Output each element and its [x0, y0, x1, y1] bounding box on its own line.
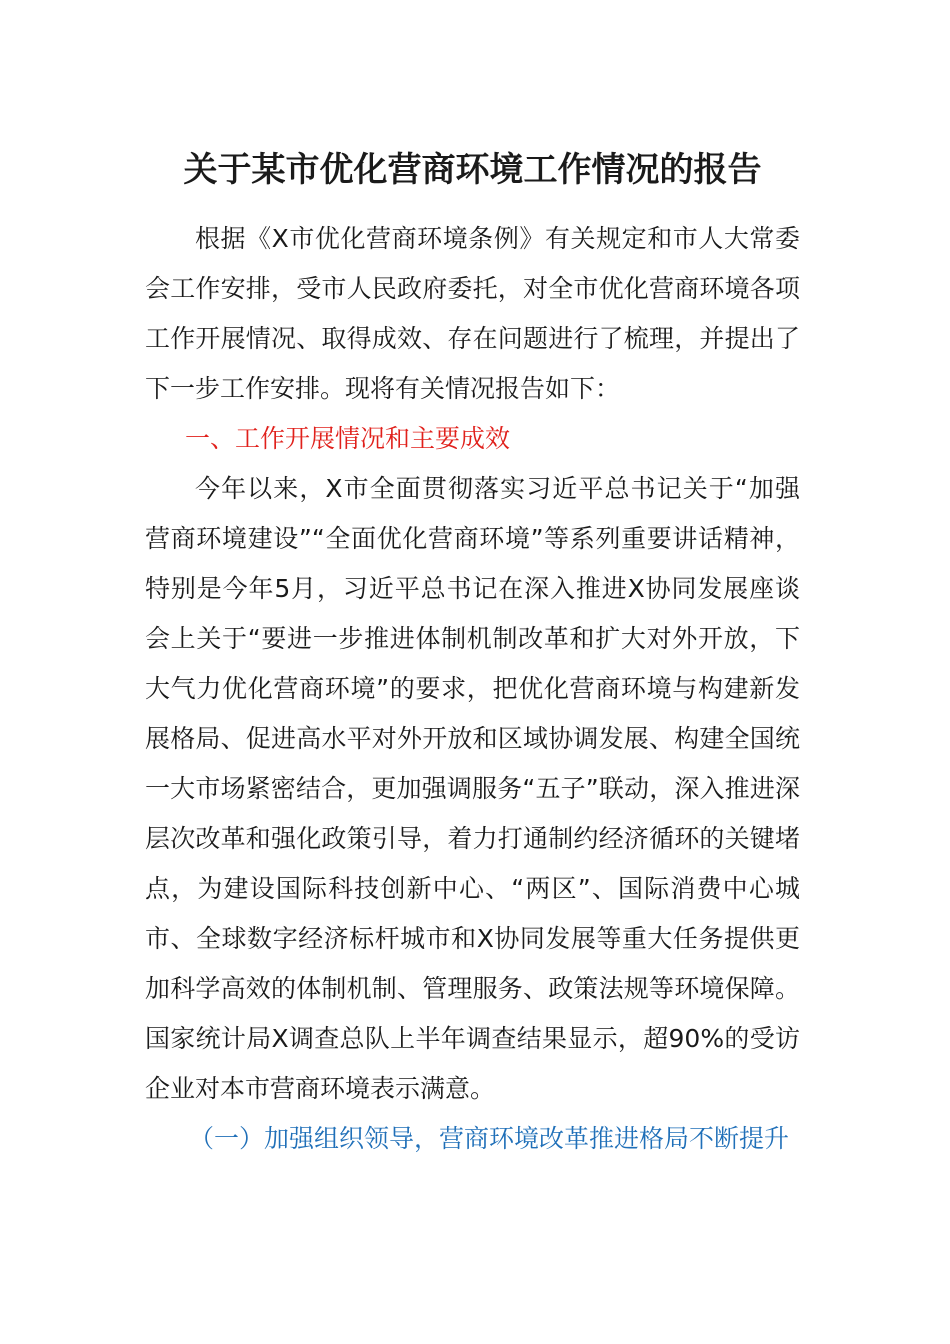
section-heading-1: 一、工作开展情况和主要成效 [185, 424, 511, 453]
document-page [145, 140, 800, 1164]
intro-paragraph: 根据《X市优化营商环境条例》有关规定和市人大常委会工作安排，受市人民政府委托，对全市优化营商环境各项工作开展情况、取得成效、存在问题进行了梳理，并提出了下一步工作安排。现将有关情况报告如下： [145, 224, 800, 403]
section-1-paragraph: 今年以来，X市全面贯彻落实习近平总书记关于“加强营商环境建设”“全面优化营商环境”等系列重要讲话精神，特别是今年5月，习近平总书记在深入推进X协同发展座谈会上关于“要进一步推进体制机制改革和扩大对外开放，下大气力优化营商环境”的要求，把优化营商环境与构建新发展格局、促进高水平对外开放和区域协调发展、构建全国统一大市场紧密结合，更加强调服务“五子”联动，深入推进深层次改革和强化政策引导，着力打通制约经济循环的关键堵点，为建设国际科技创新中心、“两区”、国际消费中心城市、全球数字经济标杆城市和X协同发展等重大任务提供更加科学高效的体制机制、管理服务、政策法规等环境保障。国家统计局X调查总队上半年调查结果显示，超90%的受访企业对本市营商环境表示满意。 [145, 474, 800, 1103]
document-title: 关于某市优化营商环境工作情况的报告 [183, 150, 762, 190]
subsection-heading-1: （一）加强组织领导，营商环境改革推进格局不断提升 [189, 1124, 790, 1153]
